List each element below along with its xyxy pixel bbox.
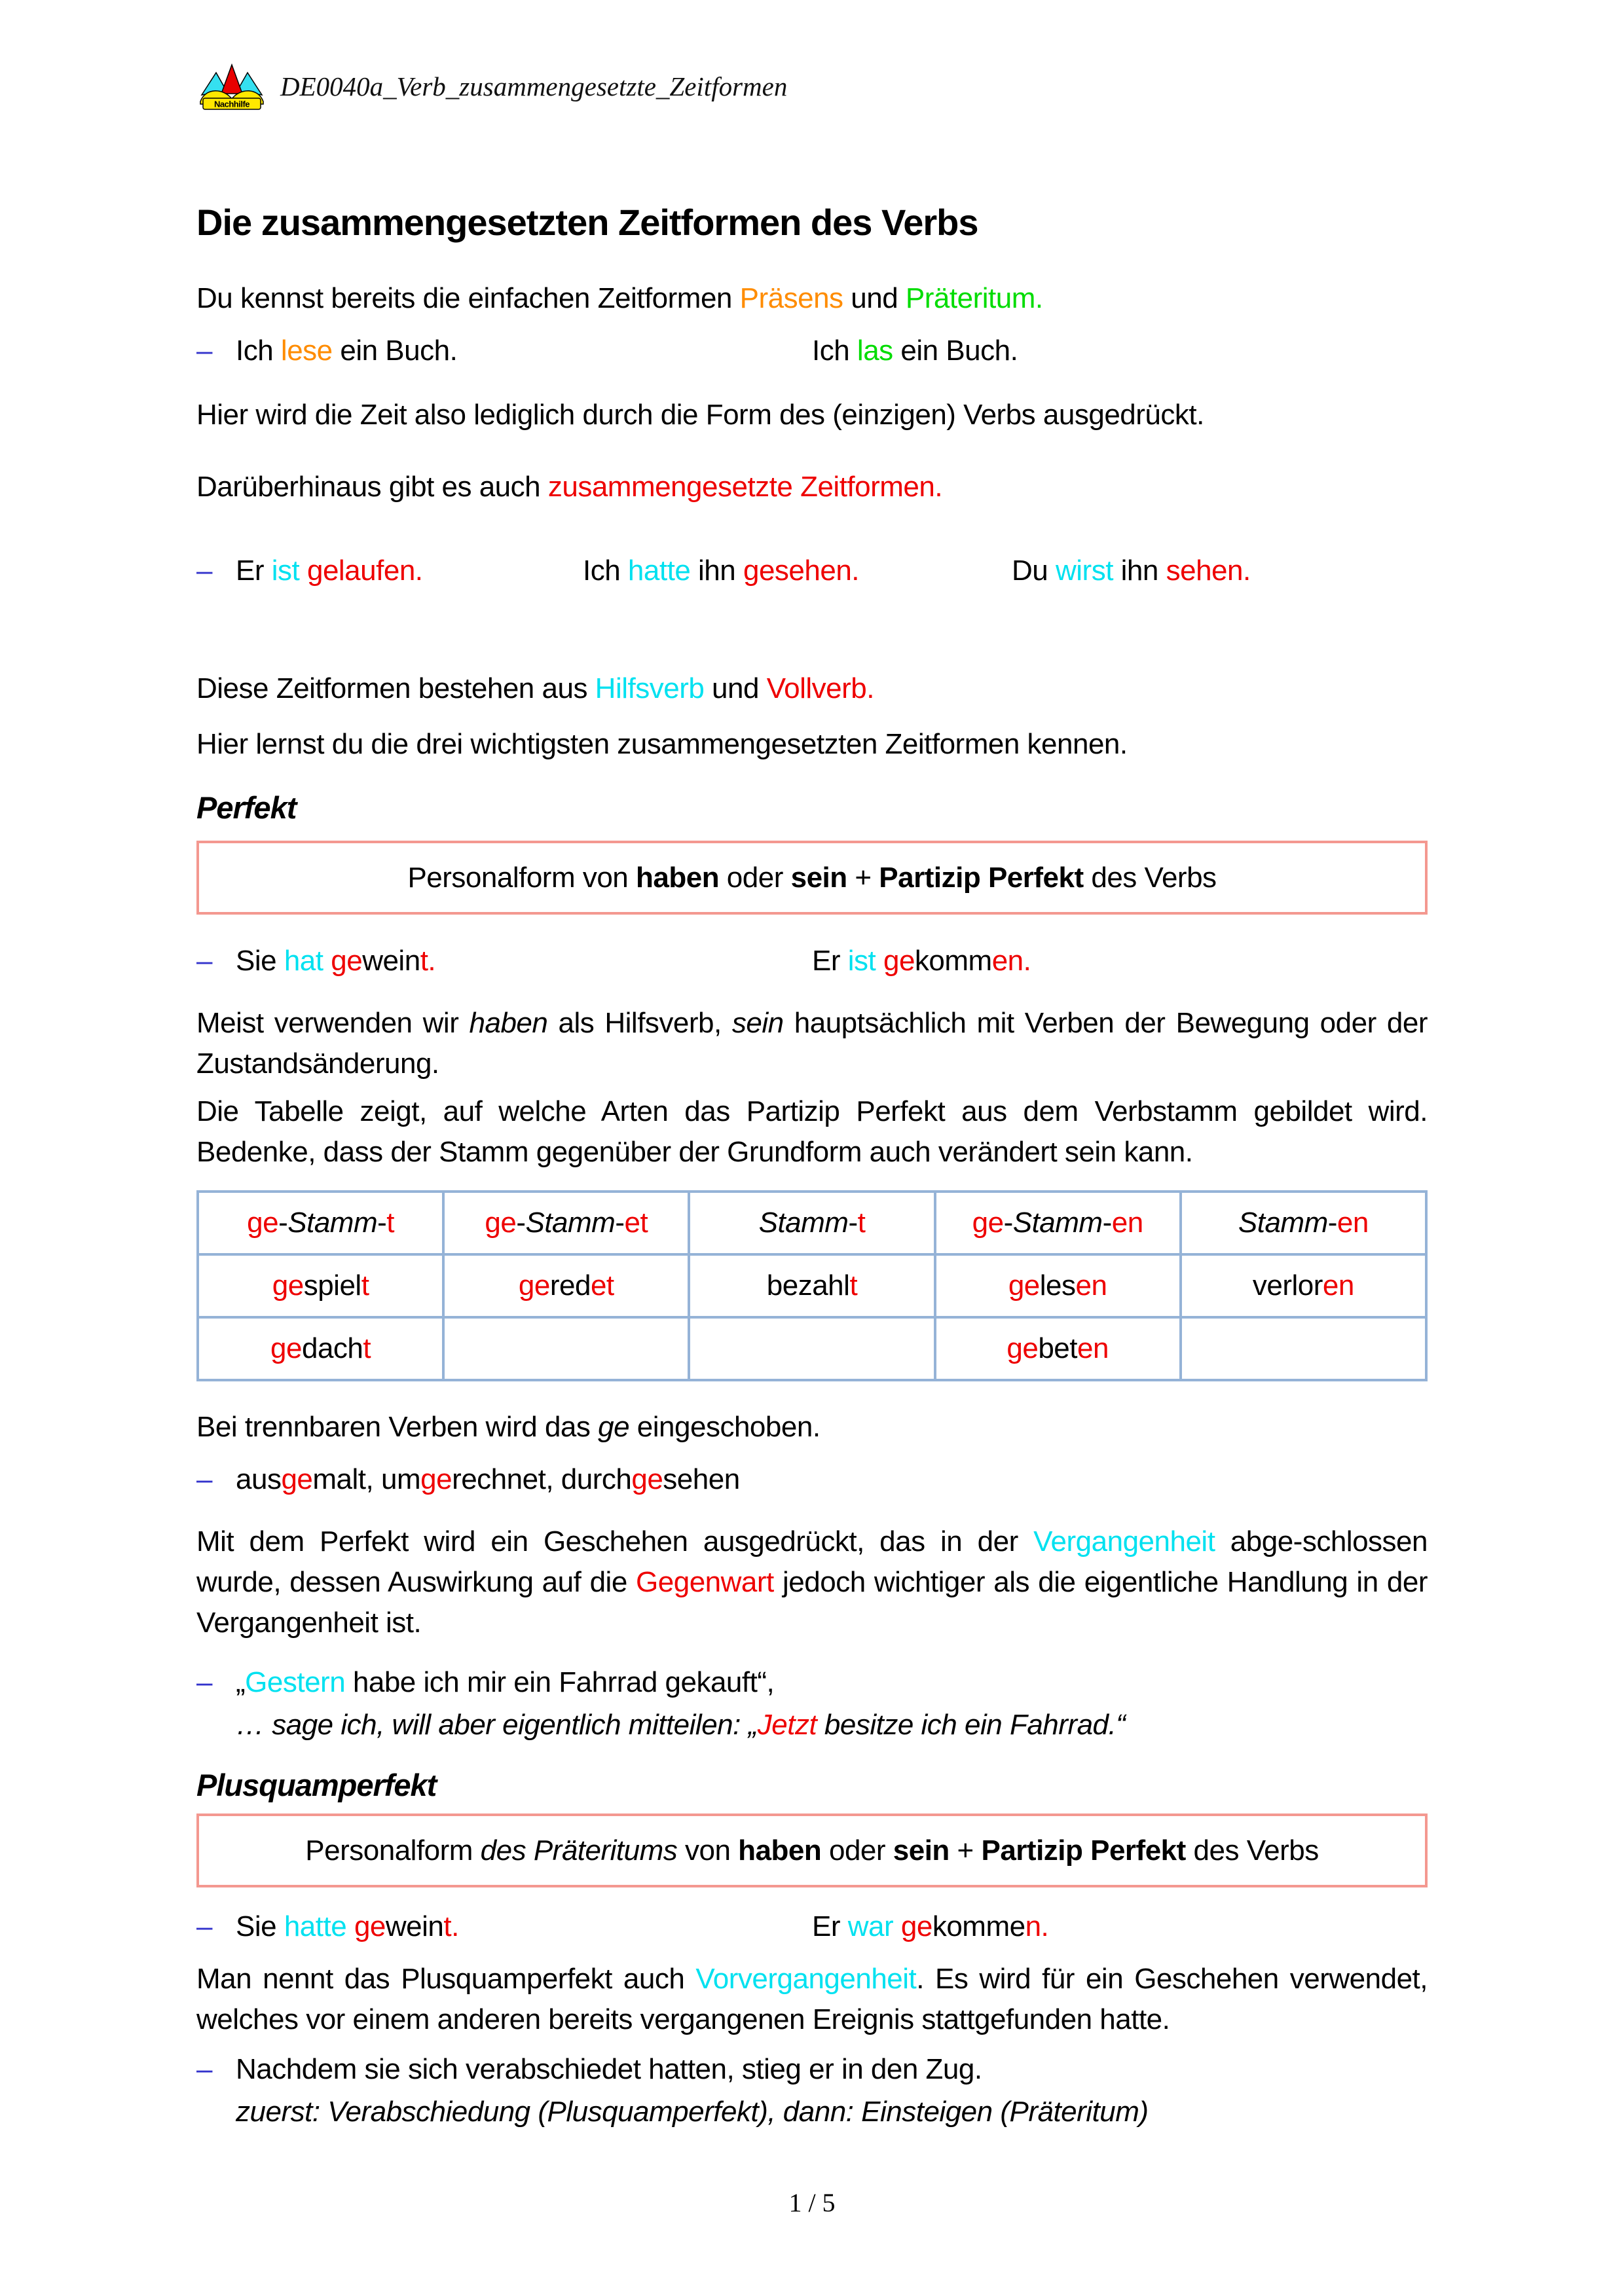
- table-cell: [198, 1254, 443, 1317]
- text-segment: Mit dem Perfekt wird ein Geschehen ausgedrückt, das in der: [196, 1525, 1034, 1558]
- section-heading-label: Perfekt: [196, 790, 297, 825]
- text-segment: ihn: [1113, 555, 1166, 587]
- intro-paragraph: [196, 278, 1428, 319]
- text-segment: -: [377, 1207, 387, 1239]
- text-segment: Ich: [812, 335, 857, 367]
- text-segment: Partizip Perfekt: [981, 1834, 1186, 1867]
- text-segment: Vergangenheit: [1033, 1525, 1215, 1558]
- table-cell: [689, 1317, 934, 1380]
- perfekt-meaning: [196, 1522, 1428, 1643]
- table-cell: [935, 1192, 1181, 1254]
- vorvergangenheit-paragraph: [196, 1959, 1428, 2040]
- text-segment: bezahl: [766, 1269, 850, 1302]
- bullet-text: [1012, 551, 1251, 591]
- bullet-text: [236, 1910, 459, 1942]
- text-segment: Präteritum.: [905, 282, 1043, 314]
- nachhilfe-logo-icon: [196, 62, 267, 111]
- perfekt-examples: [196, 941, 1428, 981]
- table-cell: [443, 1254, 689, 1317]
- text-segment: en: [1075, 1269, 1107, 1302]
- gestern-example: [196, 1662, 1428, 1703]
- table-cell: [935, 1317, 1181, 1380]
- text-segment: et: [624, 1207, 648, 1239]
- text-segment: t: [857, 1207, 866, 1239]
- perfekt-formula-box: [196, 841, 1428, 915]
- text-segment: gesehen.: [743, 555, 860, 587]
- text-segment: ge: [1006, 1332, 1039, 1364]
- text-segment: -: [516, 1207, 526, 1239]
- bullet-text: [812, 941, 1031, 981]
- document-title: Die zusammengesetzten Zeitformen des Verbs: [196, 202, 978, 243]
- text-segment: komme: [932, 1910, 1025, 1942]
- text-segment: ge: [631, 1463, 663, 1495]
- bullet-dash: –: [196, 335, 212, 367]
- bullet-text: [236, 1463, 740, 1495]
- text-segment: ge: [331, 945, 363, 977]
- table-row: [198, 1317, 1426, 1380]
- text-segment: ge: [485, 1207, 517, 1239]
- text-segment: Gegenwart: [636, 1566, 774, 1598]
- perfekt-heading: [196, 790, 1428, 826]
- text-segment: „: [236, 1666, 246, 1698]
- text-segment: Bei trennbaren Verben wird das: [196, 1411, 599, 1443]
- text-segment: des Verbs: [1083, 862, 1217, 894]
- bullet-text: [236, 335, 457, 367]
- text-segment: ge: [247, 1207, 279, 1239]
- text-segment: Stamm: [525, 1207, 616, 1239]
- table-cell: [689, 1254, 934, 1317]
- text-segment: Stamm: [1238, 1207, 1328, 1239]
- bullet-dash: –: [196, 945, 212, 977]
- document-filename: DE0040a_Verb_zusammengesetzte_Zeitformen: [280, 71, 788, 101]
- text-segment: hat: [284, 945, 323, 977]
- text-segment: sein: [893, 1834, 950, 1867]
- text-segment: … sage ich, will aber eigentlich mitteilen: „: [236, 1709, 758, 1741]
- text-segment: bet: [1038, 1332, 1077, 1364]
- text-segment: Stamm: [758, 1207, 849, 1239]
- table-cell: [443, 1192, 689, 1254]
- text-segment: -: [615, 1207, 625, 1239]
- bullet-text: [583, 551, 859, 591]
- text-segment: [323, 945, 331, 977]
- text-segment: rechnet, durch: [452, 1463, 632, 1495]
- text-segment: des Präteritums: [480, 1834, 678, 1867]
- table-cell: [689, 1192, 934, 1254]
- text-segment: Man nennt das Plusquamperfekt auch: [196, 1963, 696, 1995]
- text-segment: Stamm: [1012, 1207, 1103, 1239]
- text-segment: sehen.: [1166, 555, 1251, 587]
- text-segment: Präsens: [739, 282, 843, 314]
- text-segment: Ich: [583, 555, 628, 587]
- table-cell: [1181, 1317, 1426, 1380]
- text-segment: Hier wird die Zeit also lediglich durch die Form des (einzigen) Verbs ausgedrückt.: [196, 399, 1204, 431]
- participle-table: [196, 1190, 1428, 1381]
- table-intro: [196, 1091, 1428, 1173]
- text-segment: Personalform: [305, 1834, 481, 1867]
- text-segment: Hilfsverb: [595, 672, 705, 704]
- gestern-explanation: [196, 1705, 1428, 1745]
- bullet-dash: –: [196, 1666, 212, 1698]
- table-cell: [443, 1317, 689, 1380]
- text-segment: zusammengesetzte Zeitformen.: [547, 471, 943, 503]
- logo-text: Nachhilfe: [213, 99, 250, 109]
- text-segment: les: [1039, 1269, 1076, 1302]
- text-segment: -: [1327, 1207, 1337, 1239]
- text-segment: t.: [420, 945, 436, 977]
- separable-examples: [196, 1459, 1428, 1500]
- bullet-dash: –: [196, 1910, 212, 1942]
- example-simple-tenses: [196, 331, 1428, 371]
- text-segment: ge: [518, 1269, 550, 1302]
- text-segment: Du: [1012, 555, 1056, 587]
- text-segment: ge: [281, 1463, 313, 1495]
- text-segment: ge: [270, 1332, 302, 1364]
- components-sentence: [196, 668, 1428, 709]
- text-segment: red: [549, 1269, 591, 1302]
- text-segment: Nachdem sie sich verabschiedet hatten, stieg er in den Zug.: [236, 2053, 982, 2085]
- text-segment: en: [1322, 1269, 1354, 1302]
- text-segment: ge: [354, 1910, 386, 1942]
- bullet-dash: –: [196, 2053, 212, 2085]
- formula-text: [305, 1834, 1318, 1867]
- text-segment: -: [1003, 1207, 1013, 1239]
- text-segment: Ich: [236, 335, 281, 367]
- formula-text: [407, 862, 1216, 894]
- table-header-row: [198, 1192, 1426, 1254]
- text-segment: oder: [821, 1834, 893, 1867]
- text-segment: Personalform von: [407, 862, 636, 894]
- bullet-text: [236, 945, 435, 977]
- bullet-text: [236, 2053, 982, 2085]
- bullet-text: [812, 331, 1018, 371]
- text-segment: t.: [443, 1910, 459, 1942]
- text-segment: Gestern: [245, 1666, 346, 1698]
- text-segment: wein: [385, 1910, 444, 1942]
- text-segment: sein: [790, 862, 847, 894]
- text-segment: Hier lernst du die drei wichtigsten zusammengesetzten Zeitformen kennen.: [196, 728, 1128, 760]
- text-segment: ist: [271, 555, 300, 587]
- text-segment: sehen: [663, 1463, 740, 1495]
- text-segment: eingeschoben.: [629, 1411, 821, 1443]
- text-segment: und: [843, 282, 906, 314]
- text-segment: haben: [469, 1007, 548, 1039]
- table-cell: [1181, 1192, 1426, 1254]
- text-segment: Jetzt: [757, 1709, 817, 1741]
- text-segment: t: [386, 1207, 395, 1239]
- text-segment: ge: [883, 945, 915, 977]
- text-segment: Darüberhinaus gibt es auch: [196, 471, 548, 503]
- text-segment: lese: [280, 335, 333, 367]
- text-segment: abge-schlossen wurde, dessen Auswirkung auf die: [196, 1525, 1428, 1598]
- nachdem-example: [196, 2049, 1428, 2090]
- compound-intro: [196, 467, 1428, 507]
- table-cell: [935, 1254, 1181, 1317]
- text-segment: n.: [1025, 1910, 1049, 1942]
- example-compound-tenses: [196, 551, 1428, 591]
- section-heading-label: Plusquamperfekt: [196, 1768, 437, 1802]
- text-segment: hauptsächlich mit Verben der Bewegung oder der Zustandsänderung.: [196, 1007, 1428, 1080]
- text-segment: verlor: [1252, 1269, 1323, 1302]
- text-segment: war: [847, 1910, 894, 1942]
- text-segment: hatte: [627, 555, 691, 587]
- text-segment: aus: [236, 1463, 282, 1495]
- text-segment: dach: [301, 1332, 363, 1364]
- text-segment: haben: [738, 1834, 822, 1867]
- text-segment: habe ich mir ein Fahrrad gekauft“,: [345, 1666, 775, 1698]
- haben-sein-usage: [196, 1003, 1428, 1084]
- text-segment: Stamm: [287, 1207, 378, 1239]
- text-segment: Er: [812, 1910, 848, 1942]
- text-segment: des Verbs: [1185, 1834, 1319, 1867]
- page-number: 1 / 5: [788, 2188, 836, 2217]
- text-segment: wirst: [1055, 555, 1113, 587]
- text-segment: ge: [272, 1269, 304, 1302]
- text-segment: t: [849, 1269, 858, 1302]
- text-segment: Meist verwenden wir: [196, 1007, 470, 1039]
- separable-verbs: [196, 1407, 1428, 1448]
- table-cell: [198, 1317, 443, 1380]
- bullet-text: [812, 1906, 1048, 1947]
- text-segment: ge: [972, 1207, 1004, 1239]
- text-segment: Vorvergangenheit: [695, 1963, 917, 1995]
- text-segment: ihn: [690, 555, 743, 587]
- text-segment: en: [1337, 1207, 1369, 1239]
- text-segment: [346, 1910, 354, 1942]
- text-segment: en.: [991, 945, 1031, 977]
- text-segment: +: [847, 862, 879, 894]
- text-segment: t: [363, 1332, 371, 1364]
- page-footer: [0, 2186, 1624, 2219]
- text-segment: las: [857, 335, 893, 367]
- text-segment: ge: [1008, 1269, 1040, 1302]
- text-segment: [876, 945, 883, 977]
- text-segment: Er: [812, 945, 848, 977]
- text-segment: en: [1077, 1332, 1109, 1364]
- bullet-text: [236, 1666, 774, 1698]
- learn-three-tenses: [196, 724, 1428, 765]
- nachdem-explanation: [196, 2092, 1428, 2132]
- text-segment: Du kennst bereits die einfachen Zeitformen: [196, 282, 740, 314]
- table-row: [198, 1254, 1426, 1317]
- text-segment: Vollverb.: [766, 672, 874, 704]
- text-segment: spiel: [303, 1269, 361, 1302]
- text-segment: gelaufen.: [306, 555, 423, 587]
- bullet-dash: –: [196, 555, 212, 587]
- text-segment: hatte: [284, 1910, 347, 1942]
- text-segment: wein: [362, 945, 420, 977]
- text-segment: Die Tabelle zeigt, auf welche Arten das Partizip Perfekt aus dem Verbstamm gebildet wird. Bedenke, dass der Stamm gegenüber der Grundform auch verändert sein kann.: [196, 1095, 1428, 1168]
- text-segment: en: [1111, 1207, 1143, 1239]
- text-segment: malt, um: [312, 1463, 421, 1495]
- text-segment: zuerst: Verabschiedung (Plusquamperfekt), dann: Einsteigen (Präteritum): [236, 2096, 1149, 2128]
- table-cell: [1181, 1254, 1426, 1317]
- text-segment: komm: [914, 945, 992, 977]
- text-segment: oder: [719, 862, 791, 894]
- text-segment: Er: [236, 555, 272, 587]
- text-segment: von: [677, 1834, 739, 1867]
- bullet-dash: –: [196, 1463, 212, 1495]
- plusquamperfekt-heading: [196, 1767, 1428, 1804]
- text-segment: [299, 555, 307, 587]
- text-segment: -: [278, 1207, 288, 1239]
- explanation-single-verb: [196, 395, 1428, 435]
- text-segment: et: [590, 1269, 614, 1302]
- text-segment: -: [1102, 1207, 1112, 1239]
- text-segment: Sie: [236, 945, 284, 977]
- text-segment: Sie: [236, 1910, 284, 1942]
- text-segment: jedoch wichtiger als die eigentliche Handlung in der Vergangenheit ist.: [196, 1566, 1428, 1639]
- text-segment: ist: [847, 945, 876, 977]
- page-header: [196, 62, 1428, 111]
- text-segment: ein Buch.: [893, 335, 1018, 367]
- text-segment: . Es wird für ein Geschehen verwendet, welches vor einem anderen bereits vergangenen Ereignis stattgefunden hatte.: [196, 1963, 1428, 2035]
- text-segment: ge: [420, 1463, 452, 1495]
- text-segment: als Hilfsverb,: [547, 1007, 732, 1039]
- text-segment: Partizip Perfekt: [879, 862, 1084, 894]
- text-segment: haben: [636, 862, 720, 894]
- text-segment: besitze ich ein Fahrrad.“: [817, 1709, 1126, 1741]
- text-segment: sein: [731, 1007, 784, 1039]
- text-segment: und: [704, 672, 767, 704]
- text-segment: [893, 1910, 901, 1942]
- text-segment: ge: [900, 1910, 932, 1942]
- text-segment: -: [848, 1207, 858, 1239]
- text-segment: t: [361, 1269, 369, 1302]
- text-segment: Diese Zeitformen bestehen aus: [196, 672, 595, 704]
- bullet-text: [236, 555, 423, 587]
- plusquamperfekt-formula-box: [196, 1813, 1428, 1887]
- plusquamperfekt-examples: [196, 1906, 1428, 1947]
- text-segment: ein Buch.: [332, 335, 458, 367]
- document-body: [196, 278, 1428, 2132]
- text-segment: ge: [598, 1411, 630, 1443]
- text-segment: +: [949, 1834, 982, 1867]
- table-cell: [198, 1192, 443, 1254]
